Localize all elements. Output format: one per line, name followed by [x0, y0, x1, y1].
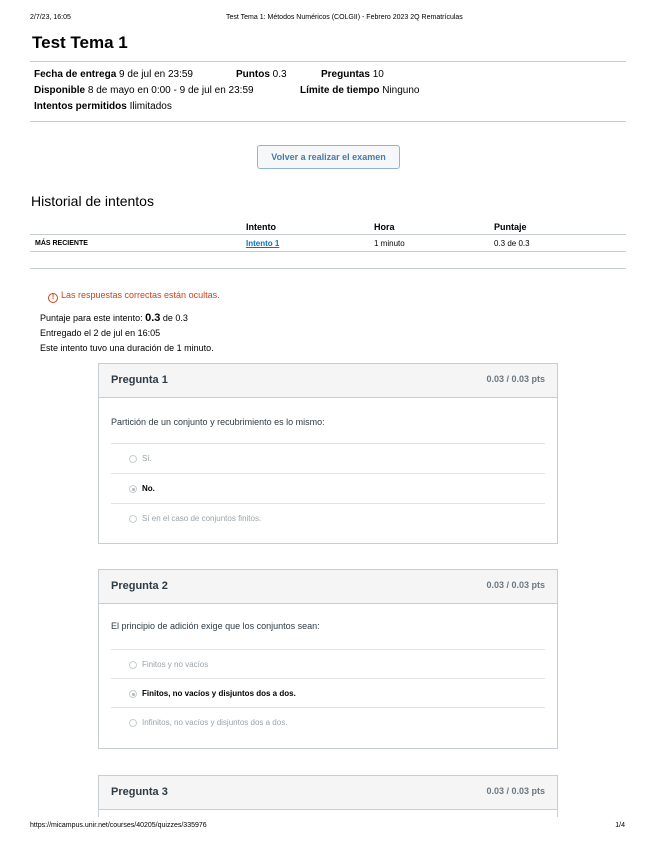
submitted-line: Entregado el 2 de jul en 16:05 [40, 328, 161, 338]
answer-label: Infinitos, no vacíos y disjuntos dos a dos. [142, 718, 288, 727]
retake-quiz-button[interactable]: Volver a realizar el examen [257, 145, 400, 169]
print-url: https://micampus.unir.net/courses/40205/quizzes/335976 [30, 822, 207, 829]
radio-icon[interactable] [129, 515, 137, 523]
question-header [99, 364, 557, 398]
answer-label: No. [142, 484, 155, 493]
question-title: Pregunta 3 [111, 786, 168, 798]
attempt-score: 0.3 de 0.3 [494, 239, 530, 248]
column-header-time: Hora [374, 222, 395, 232]
question-title: Pregunta 1 [111, 374, 168, 386]
answer-option[interactable] [111, 503, 545, 533]
question-points: 0.03 / 0.03 pts [486, 580, 545, 590]
print-doc-title: Test Tema 1: Métodos Numéricos (COLGII) - Febrero 2023 2Q Rematrículas [226, 14, 463, 21]
answer-option[interactable] [111, 473, 545, 503]
time-limit: Límite de tiempo Ninguno [300, 85, 420, 96]
question-count: Preguntas 10 [321, 69, 384, 80]
history-divider [30, 268, 626, 269]
radio-icon[interactable] [129, 690, 137, 698]
duration-line: Este intento tuvo una duración de 1 minuto. [40, 343, 214, 353]
attempt-summary [40, 311, 214, 356]
answer-label: Finitos y no vacíos [142, 660, 209, 669]
attempt-time: 1 minuto [374, 239, 405, 248]
attempt-link[interactable]: Intento 1 [246, 239, 280, 248]
attempt-score-line: Puntaje para este intento: 0.3 de 0.3 [40, 312, 188, 324]
radio-icon[interactable] [129, 485, 137, 493]
history-table [30, 218, 626, 252]
column-header-attempt: Intento [246, 222, 276, 232]
page-title: Test Tema 1 [32, 33, 128, 52]
question-text: El principio de adición exige que los conjuntos sean: [111, 621, 320, 631]
details-divider [30, 121, 626, 122]
question-2 [98, 569, 558, 749]
history-header-row [30, 218, 626, 235]
hidden-answers-warning: ! Las respuestas correctas están ocultas. [48, 290, 220, 303]
print-footer [30, 822, 625, 829]
print-date: 2/7/23, 16:05 [30, 14, 71, 21]
availability: Disponible 8 de mayo en 0:00 - 9 de jul en 23:59 [34, 85, 254, 96]
points: Puntos 0.3 [236, 69, 287, 80]
answer-option[interactable] [111, 678, 545, 708]
radio-icon[interactable] [129, 455, 137, 463]
answer-option[interactable] [111, 649, 545, 679]
answer-label: Finitos, no vacíos y disjuntos dos a dos. [142, 689, 296, 698]
table-row [30, 235, 626, 252]
answer-option[interactable] [111, 443, 545, 473]
radio-icon[interactable] [129, 661, 137, 669]
question-1 [98, 363, 558, 544]
question-points: 0.03 / 0.03 pts [486, 786, 545, 796]
most-recent-label: MÁS RECIENTE [35, 240, 88, 247]
warning-icon: ! [48, 293, 58, 303]
question-3 [98, 775, 558, 817]
question-title: Pregunta 2 [111, 580, 168, 592]
question-header [99, 570, 557, 604]
page-number: 1/4 [615, 822, 625, 829]
question-points: 0.03 / 0.03 pts [486, 374, 545, 384]
due-date: Fecha de entrega 9 de jul en 23:59 [34, 69, 193, 80]
answer-option[interactable] [111, 707, 545, 737]
question-header [99, 776, 557, 810]
answer-label: Sí en el caso de conjuntos finitos. [142, 514, 262, 523]
question-text: Partición de un conjunto y recubrimiento es lo mismo: [111, 417, 325, 427]
answer-label: Sí. [142, 454, 152, 463]
title-divider [30, 61, 626, 62]
history-title: Historial de intentos [31, 193, 154, 209]
column-header-score: Puntaje [494, 222, 527, 232]
allowed-attempts: Intentos permitidos Ilimitados [34, 101, 172, 112]
radio-icon[interactable] [129, 719, 137, 727]
